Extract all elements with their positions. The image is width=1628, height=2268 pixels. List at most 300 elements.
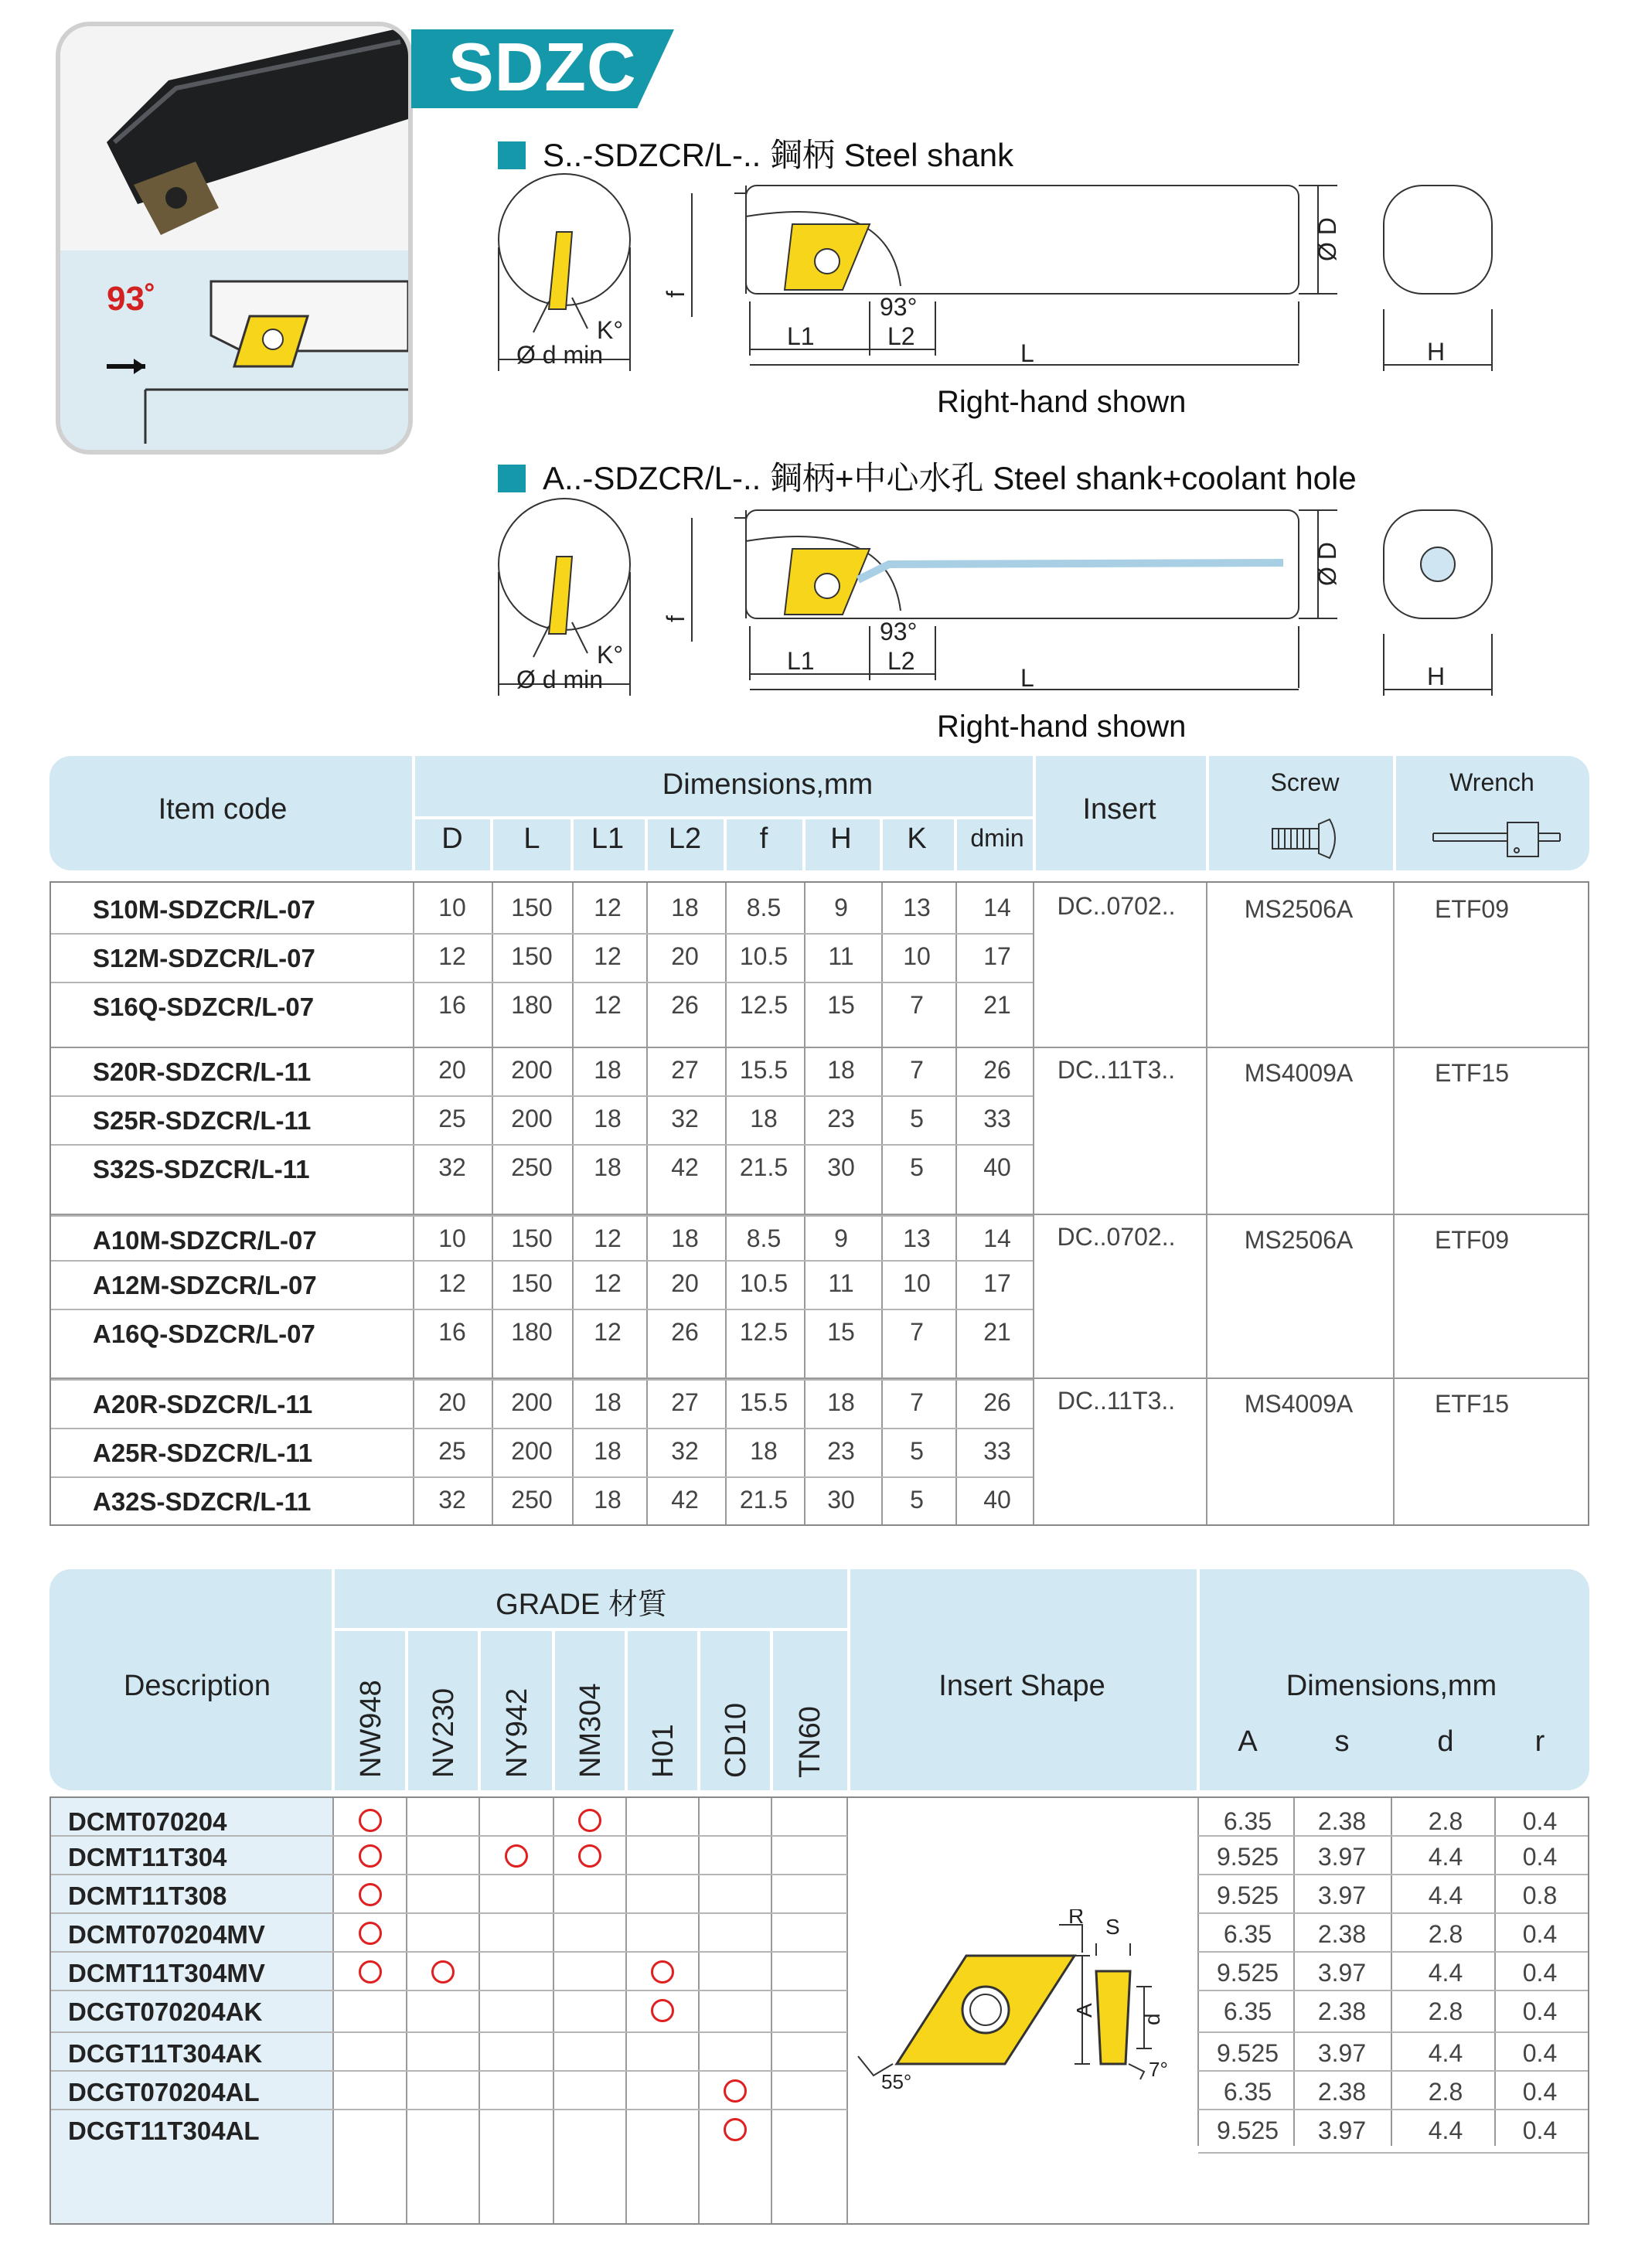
insert-dim-cell: 3.97	[1317, 2116, 1367, 2144]
header-divider	[332, 1569, 335, 1790]
dimension-cell: 32	[438, 1153, 466, 1181]
dimension-cell: 11	[828, 1269, 854, 1297]
grade-available-mark	[724, 2079, 747, 2103]
dimension-cell: 18	[594, 1153, 622, 1181]
dimension-cell: 30	[827, 1486, 855, 1514]
dimension-col-header: L	[523, 822, 540, 855]
dimension-cell: 18	[827, 1056, 855, 1084]
insert-dim-cell: 3.97	[1317, 1843, 1367, 1871]
dimension-cell: 7	[910, 1388, 924, 1416]
dimension-cell: 7	[910, 1318, 924, 1346]
row-separator	[51, 1874, 847, 1875]
insert-dim-cell: 2.38	[1317, 2078, 1367, 2106]
grade-label: NW948	[354, 1680, 387, 1778]
l2-label: L2	[887, 647, 915, 675]
row-separator	[51, 1428, 1033, 1429]
row-separator	[51, 1144, 1033, 1146]
insert-dim-cell: 6.35	[1223, 1920, 1272, 1948]
dimension-cell: 23	[827, 1437, 855, 1465]
insert-dim-col-header: d	[1437, 1725, 1454, 1758]
dimension-cell: 40	[983, 1153, 1011, 1181]
insert-code: DCGT11T304AL	[68, 2116, 260, 2145]
dimension-cell: 20	[438, 1388, 466, 1416]
insert-dim-cell: 9.525	[1216, 1881, 1279, 1909]
grade-available-mark	[359, 1809, 382, 1832]
screw-cell: MS2506A	[1244, 1226, 1354, 1254]
steel-shank-diagram	[479, 170, 1577, 417]
grade-label: CD10	[720, 1702, 752, 1778]
insert-dim-cell: 0.4	[1522, 1997, 1558, 2025]
dimension-cell: 10	[438, 894, 466, 921]
dimension-cell: 26	[671, 991, 699, 1019]
tool-photo	[60, 26, 408, 450]
header-divider	[697, 1628, 700, 1790]
insert-code: DCMT11T304MV	[68, 1959, 265, 1987]
grade-available-mark	[651, 1960, 674, 1984]
dimension-cell: 10	[903, 1269, 931, 1297]
dimension-cell: 5	[910, 1437, 924, 1465]
dimension-cell: 16	[438, 991, 466, 1019]
header-divider	[1393, 756, 1396, 870]
dimension-cell: 23	[827, 1105, 855, 1132]
row-separator	[51, 1912, 847, 1914]
section-marker	[498, 141, 526, 169]
page-title: SDZC	[448, 29, 637, 105]
insert-dim-cell: 3.97	[1317, 2039, 1367, 2067]
insert-code: DCMT070204MV	[68, 1920, 265, 1949]
item-code: A20R-SDZCR/L-11	[93, 1390, 313, 1418]
grade-available-mark	[431, 1960, 455, 1984]
dimension-col-header: dmin	[970, 824, 1024, 852]
dimension-cell: 200	[511, 1056, 553, 1084]
screw-cell: MS4009A	[1244, 1390, 1354, 1418]
insert-dim-cell: 0.4	[1522, 1843, 1558, 1871]
insert-code: DCMT070204	[68, 1807, 227, 1836]
dimension-cell: 25	[438, 1437, 466, 1465]
table-col-line	[553, 1798, 554, 2223]
wrench-cell: ETF09	[1434, 895, 1510, 923]
angle-93-label: 93°	[880, 618, 918, 645]
grade-available-mark	[359, 1844, 382, 1868]
insert-dim-cell: 2.38	[1317, 1807, 1367, 1835]
table-col-line	[1033, 883, 1034, 1524]
row-separator	[51, 1476, 1033, 1478]
dimension-cell: 30	[827, 1153, 855, 1181]
k-angle-label: K°	[597, 641, 624, 669]
section-steel-shank	[498, 130, 1013, 176]
item-code: A10M-SDZCR/L-07	[93, 1226, 317, 1255]
insert-dim-col-header: r	[1534, 1725, 1545, 1758]
insert-cell: DC..11T3..	[1057, 1056, 1176, 1084]
insert-dim-cell: 2.8	[1428, 1807, 1463, 1835]
insert-dim-col-header: s	[1334, 1725, 1350, 1758]
dimension-cell: 26	[983, 1056, 1011, 1084]
dimension-cell: 26	[671, 1318, 699, 1346]
header-divider	[645, 818, 648, 870]
dimension-cell: 33	[983, 1437, 1011, 1465]
l-label: L	[1020, 664, 1034, 692]
item-code-header: Item code	[158, 793, 288, 826]
dimension-cell: 18	[594, 1105, 622, 1132]
dimension-cell: 18	[594, 1437, 622, 1465]
row-separator	[51, 933, 1033, 935]
dimension-cell: 21.5	[739, 1486, 788, 1514]
l1-label: L1	[787, 322, 815, 350]
angle-label: 93˚	[107, 280, 156, 318]
insert-dim-cell: 0.8	[1522, 1881, 1558, 1909]
header-divider	[333, 1628, 847, 1631]
dimension-cell: 12	[438, 1269, 466, 1297]
shape-d-label: d	[1140, 2013, 1164, 2025]
dimension-cell: 250	[511, 1486, 553, 1514]
l2-label: L2	[887, 322, 915, 350]
item-code: S12M-SDZCR/L-07	[93, 944, 315, 972]
header-divider	[1033, 756, 1036, 870]
dimension-cell: 20	[671, 942, 699, 970]
grade-label: H01	[647, 1724, 679, 1778]
coolant-shank-diagram	[479, 495, 1577, 742]
table-col-line	[698, 1798, 700, 2223]
item-code: S16Q-SDZCR/L-07	[93, 993, 315, 1021]
h-label: H	[1427, 338, 1446, 366]
insert-dim-cell: 2.38	[1317, 1920, 1367, 1948]
insert-code: DCGT11T304AK	[68, 2039, 263, 2068]
dimension-cell: 15	[827, 1318, 855, 1346]
dimension-cell: 8.5	[746, 1224, 782, 1252]
dimension-cell: 150	[511, 942, 553, 970]
row-separator	[51, 982, 1033, 983]
dimension-cell: 10.5	[739, 942, 788, 970]
grade-available-mark	[578, 1844, 601, 1868]
f-label: f	[662, 291, 690, 298]
grade-available-mark	[359, 1960, 382, 1984]
table-col-line	[479, 1798, 480, 2223]
dimension-cell: 21.5	[739, 1153, 788, 1181]
insert-cell: DC..11T3..	[1057, 1387, 1176, 1415]
dimension-cell: 5	[910, 1486, 924, 1514]
insert-dim-cell: 9.525	[1216, 1959, 1279, 1987]
dimension-cell: 32	[438, 1486, 466, 1514]
insert-code: DCGT070204AL	[68, 2078, 260, 2106]
dimension-cell: 10.5	[739, 1269, 788, 1297]
dimension-cell: 250	[511, 1153, 553, 1181]
dimension-cell: 8.5	[746, 894, 782, 921]
dimension-cell: 10	[438, 1224, 466, 1252]
item-code: S10M-SDZCR/L-07	[93, 895, 315, 924]
insert-dim-cell: 2.38	[1317, 1997, 1367, 2025]
header-divider	[552, 1628, 555, 1790]
insert-header: Insert	[1082, 793, 1156, 826]
description-header: Description	[123, 1670, 271, 1702]
k-angle-label: K°	[597, 316, 624, 344]
dimension-cell: 12	[594, 894, 622, 921]
row-separator	[1198, 1990, 1588, 1991]
grade-available-mark	[505, 1844, 528, 1868]
l1-label: L1	[787, 647, 815, 675]
insert-shape-header: Insert Shape	[938, 1670, 1105, 1702]
insert-dim-cell: 0.4	[1522, 1959, 1558, 1987]
section-coolant	[498, 453, 1357, 499]
insert-dim-cell: 3.97	[1317, 1881, 1367, 1909]
dimension-cell: 150	[511, 894, 553, 921]
dimension-cell: 12.5	[739, 1318, 788, 1346]
grade-label: NV230	[427, 1687, 460, 1778]
table-col-line	[1494, 1798, 1496, 2146]
dimension-cell: 200	[511, 1105, 553, 1132]
dimension-cell: 7	[910, 1056, 924, 1084]
insert-dim-cell: 6.35	[1223, 1807, 1272, 1835]
insert-cell: DC..0702..	[1057, 892, 1176, 920]
grade-available-mark	[651, 1999, 674, 2022]
od-label: Ø D	[1313, 217, 1341, 261]
screw-header: Screw	[1270, 768, 1340, 796]
dimension-cell: 14	[983, 1224, 1011, 1252]
dimension-cell: 42	[671, 1153, 699, 1181]
row-separator	[51, 2031, 847, 2033]
grade-label: NM304	[574, 1683, 607, 1778]
wrench-cell: ETF09	[1434, 1226, 1510, 1254]
angle-93-label: 93°	[880, 293, 918, 321]
dimension-cell: 26	[983, 1388, 1011, 1416]
insert-code: DCMT11T304	[68, 1843, 227, 1871]
table-col-line	[1391, 1798, 1392, 2146]
dimension-cell: 18	[827, 1388, 855, 1416]
row-separator	[51, 1095, 1033, 1097]
insert-dim-cell: 2.8	[1428, 1920, 1463, 1948]
row-separator	[1198, 2152, 1588, 2154]
insert-dim-cell: 0.4	[1522, 2078, 1558, 2106]
dimension-cell: 5	[910, 1153, 924, 1181]
insert-dim-cell: 2.8	[1428, 2078, 1463, 2106]
insert-dim-cell: 9.525	[1216, 2116, 1279, 2144]
item-code: A16Q-SDZCR/L-07	[93, 1320, 315, 1348]
header-divider	[478, 1628, 481, 1790]
wrench-icon	[1430, 815, 1562, 861]
insert-dim-cell: 4.4	[1428, 1881, 1463, 1909]
header-divider	[490, 818, 493, 870]
dmin-label: Ø d min	[516, 341, 604, 369]
shape-55-label: 55°	[881, 2070, 912, 2093]
row-separator	[1198, 2031, 1588, 2033]
right-hand-caption: Right-hand shown	[937, 710, 1187, 744]
group-separator	[51, 1047, 1588, 1048]
header-divider	[847, 1569, 850, 1790]
header-divider	[880, 818, 883, 870]
dimension-cell: 40	[983, 1486, 1011, 1514]
table-col-line	[771, 1798, 772, 2223]
dimension-cell: 18	[750, 1437, 778, 1465]
header-divider	[412, 756, 415, 870]
dimension-col-header: L2	[668, 822, 702, 855]
table-col-line	[1393, 883, 1395, 1524]
grade-label: TN60	[794, 1706, 826, 1778]
dimension-cell: 200	[511, 1437, 553, 1465]
item-code: A32S-SDZCR/L-11	[93, 1487, 312, 1516]
table-col-line	[625, 1798, 627, 2223]
od-label: Ø D	[1313, 542, 1341, 586]
dimension-cell: 180	[511, 1318, 553, 1346]
dimension-col-header: D	[441, 822, 463, 855]
dimension-cell: 15	[827, 991, 855, 1019]
dimension-cell: 15.5	[739, 1056, 788, 1084]
grade-available-mark	[724, 2118, 747, 2141]
header-divider	[570, 818, 574, 870]
dimension-cell: 7	[910, 991, 924, 1019]
grade-label: NY942	[501, 1687, 533, 1778]
row-separator	[51, 1379, 1033, 1381]
shape-a-label: A	[1072, 2003, 1096, 2018]
dimension-cell: 42	[671, 1486, 699, 1514]
insert-dim-cell: 3.97	[1317, 1959, 1367, 1987]
dimension-cell: 27	[671, 1388, 699, 1416]
dimension-cell: 20	[671, 1269, 699, 1297]
header-divider	[1206, 756, 1209, 870]
screw-icon	[1268, 815, 1345, 861]
insert-dim-cell: 0.4	[1522, 2039, 1558, 2067]
table-col-line	[1206, 883, 1207, 1524]
insert-shape-drawing	[850, 1909, 1190, 2103]
l-label: L	[1020, 339, 1034, 367]
dimension-cell: 18	[594, 1486, 622, 1514]
item-code: S32S-SDZCR/L-11	[93, 1155, 310, 1183]
insert-dim-cell: 0.4	[1522, 1807, 1558, 1835]
header-divider	[1197, 1569, 1200, 1790]
row-separator	[51, 1309, 1033, 1310]
dimension-cell: 15.5	[739, 1388, 788, 1416]
table-col-line	[1197, 1798, 1199, 2146]
insert-dim-col-header: A	[1238, 1725, 1258, 1758]
dimension-cell: 18	[671, 894, 699, 921]
dimension-cell: 10	[903, 942, 931, 970]
dimension-cell: 150	[511, 1269, 553, 1297]
header-divider	[802, 818, 805, 870]
dimension-cell: 18	[750, 1105, 778, 1132]
section-steel-shank-label: S..-SDZCR/L-.. 鋼柄 Steel shank	[543, 137, 1014, 173]
dimension-cell: 21	[983, 1318, 1011, 1346]
dimension-cell: 12	[594, 1318, 622, 1346]
dimension-cell: 200	[511, 1388, 553, 1416]
insert-dim-cell: 6.35	[1223, 1997, 1272, 2025]
dimension-cell: 18	[594, 1388, 622, 1416]
row-separator	[1198, 2070, 1588, 2072]
dimension-cell: 17	[983, 1269, 1011, 1297]
dimension-cell: 33	[983, 1105, 1011, 1132]
row-separator	[51, 2070, 847, 2072]
row-separator	[1198, 2109, 1588, 2110]
insert-dim-cell: 9.525	[1216, 1843, 1279, 1871]
dimension-cell: 180	[511, 991, 553, 1019]
dimension-cell: 12	[594, 1269, 622, 1297]
dimension-cell: 12	[438, 942, 466, 970]
dimension-cell: 18	[594, 1056, 622, 1084]
screw-cell: MS2506A	[1244, 895, 1354, 923]
insert-code: DCMT11T308	[68, 1881, 227, 1910]
h-label: H	[1427, 662, 1446, 690]
dimension-cell: 12	[594, 1224, 622, 1252]
insert-dim-cell: 4.4	[1428, 2039, 1463, 2067]
dimension-cell: 16	[438, 1318, 466, 1346]
dimension-cell: 18	[671, 1224, 699, 1252]
grade-header: GRADE 材質	[496, 1589, 667, 1621]
insert-dim-cell: 0.4	[1522, 2116, 1558, 2144]
insert-cell: DC..0702..	[1057, 1223, 1176, 1251]
row-separator	[51, 1260, 1033, 1262]
row-separator	[51, 1990, 847, 1991]
table-col-line	[846, 1798, 848, 2223]
insert-dimensions-header: Dimensions,mm	[1286, 1670, 1497, 1702]
product-photo-card	[56, 22, 413, 455]
table-col-line	[406, 1798, 407, 2223]
table-col-line	[1293, 1798, 1295, 2146]
table-col-line	[332, 1798, 334, 2223]
dimension-cell: 5	[910, 1105, 924, 1132]
dimension-cell: 12	[594, 942, 622, 970]
dimension-cell: 27	[671, 1056, 699, 1084]
insert-dim-cell: 4.4	[1428, 2116, 1463, 2144]
row-separator	[51, 1215, 1033, 1217]
dimension-col-header: L1	[591, 822, 625, 855]
dimension-cell: 12.5	[739, 991, 788, 1019]
row-separator	[1198, 1874, 1588, 1875]
dimension-col-header: K	[907, 822, 927, 855]
dimensions-header: Dimensions,mm	[662, 768, 874, 801]
dmin-label: Ø d min	[516, 666, 604, 693]
insert-dim-cell: 9.525	[1216, 2039, 1279, 2067]
row-separator	[51, 2109, 847, 2110]
grade-available-mark	[359, 1922, 382, 1945]
item-code: S25R-SDZCR/L-11	[93, 1106, 312, 1135]
section-coolant-label: A..-SDZCR/L-.. 鋼柄+中心水孔 Steel shank+coolant hole	[543, 460, 1357, 496]
header-divider	[625, 1628, 628, 1790]
dimension-col-header: f	[759, 822, 768, 855]
dimension-cell: 14	[983, 894, 1011, 921]
insert-dim-cell: 4.4	[1428, 1843, 1463, 1871]
header-divider	[405, 1628, 408, 1790]
insert-dim-cell: 2.8	[1428, 1997, 1463, 2025]
insert-dim-cell: 6.35	[1223, 2078, 1272, 2106]
header-divider	[724, 818, 727, 870]
row-separator	[1198, 1912, 1588, 1914]
grade-available-mark	[359, 1883, 382, 1906]
dimension-cell: 150	[511, 1224, 553, 1252]
item-code: S20R-SDZCR/L-11	[93, 1057, 312, 1086]
wrench-cell: ETF15	[1434, 1059, 1510, 1087]
dimension-cell: 21	[983, 991, 1011, 1019]
row-separator	[1198, 1951, 1588, 1953]
dimension-cell: 11	[828, 942, 854, 970]
dimension-cell: 13	[903, 1224, 931, 1252]
shape-7-label: 7°	[1149, 2058, 1168, 2081]
insert-code: DCGT070204AK	[68, 1997, 263, 2026]
shape-s-label: S	[1105, 1915, 1120, 1939]
insert-dim-cell: 4.4	[1428, 1959, 1463, 1987]
item-code: A12M-SDZCR/L-07	[93, 1271, 317, 1299]
item-code: A25R-SDZCR/L-11	[93, 1439, 313, 1467]
grade-available-mark	[578, 1809, 601, 1832]
row-separator	[51, 1951, 847, 1953]
dimension-cell: 13	[903, 894, 931, 921]
dimension-cell: 32	[671, 1105, 699, 1132]
f-label: f	[662, 615, 690, 622]
dimension-cell: 9	[834, 1224, 848, 1252]
dimension-col-header: H	[830, 822, 852, 855]
wrench-header: Wrench	[1449, 768, 1534, 796]
shape-r-label: R	[1068, 1909, 1085, 1928]
dimension-cell: 32	[671, 1437, 699, 1465]
dimension-cell: 12	[594, 991, 622, 1019]
section-marker	[498, 465, 526, 492]
header-divider	[770, 1628, 773, 1790]
